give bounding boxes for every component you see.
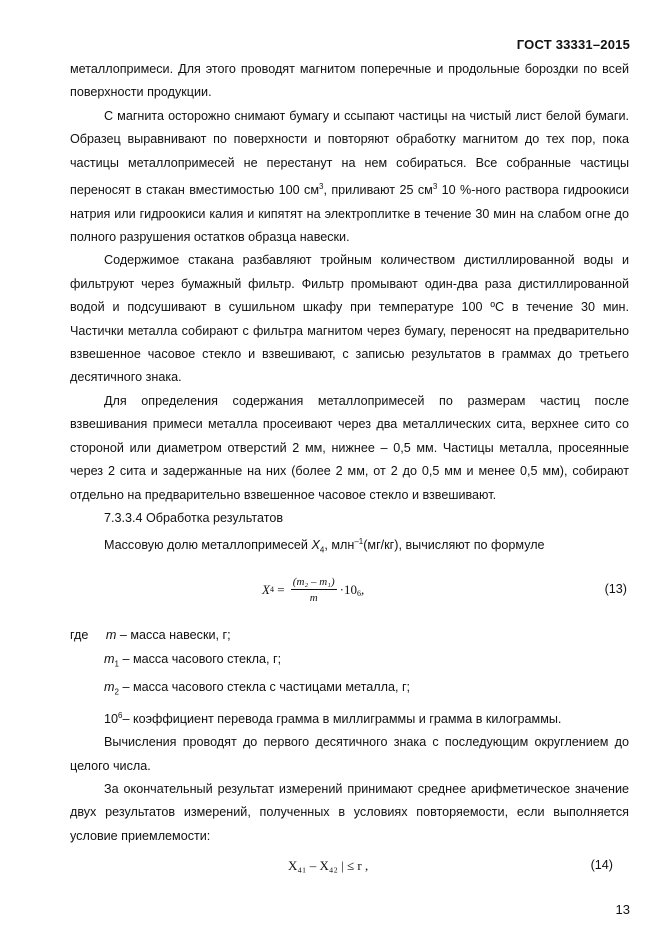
section-heading: 7.3.3.4 Обработка результатов: [104, 510, 284, 525]
where-line: где m – масса навески, г;: [70, 628, 231, 643]
document-body: [70, 58, 629, 886]
formula-14: [70, 852, 629, 886]
paragraph: Для определения содержания металлопримесей по размерам частиц после взвешивания примеси металла просеивают через два металлических сита, верхнее сито со стороной или диаметром отверстий 2 мм, нижнее – 0,5 мм. Частицы металла, просеянные через 2 сита и задержанные на них (более 2 мм, от 2 до 0,5 мм и менее 0,5 мм), собирают отдельно на предварительно взвешенное часовое стекло и взвешивают.: [70, 393, 629, 502]
where-line: $m_2$ – масса часового стекла с частицами металла, г;: [104, 679, 411, 697]
formula-14-expression: X₄₁ – X₄₂ | ≤ r ,: [288, 858, 369, 874]
equation-number: (13): [604, 582, 627, 597]
fraction: $\frac{\text{(m₂ – m₁)}}{m}$: [292, 575, 335, 604]
paragraph: Массовую долю металлопримесей $X_4$, млн$^{-1}$(мг/кг), вычисляют по формуле: [104, 537, 545, 556]
where-line: $10^6-$ коэффициент перевода грамма в миллиграммы и грамма в килограммы.: [104, 710, 562, 726]
paragraph: Вычисления проводят до первого десятичного знака с последующим округлением до целого числа.: [70, 735, 629, 773]
paragraph: Содержимое стакана разбавляют тройным количеством дистиллированной воды и фильтруют через бумажный фильтр. Фильтр промывают один-два раза дистиллированной водой и подсушивают в сушильном шкафу при температуре 100 ºС в течение 30 мин. Частички металла собирают с фильтра магнитом через бумагу, переносят на предварительно взвешенное часовое стекло и взвешивают, с записью результатов в граммах до третьего десятичного знака.: [70, 253, 629, 385]
formula-13-expression: X 4 = $\frac{\text{(m₂ – m₁)}}{m}$ ·10 $_6$ ,: [262, 575, 365, 604]
paragraph: За окончательный результат измерений принимают среднее арифметическое значение двух результатов измерений, полученных в условиях повторяемости, если выполняется условие приемлемости:: [70, 782, 629, 843]
where-line: $m_1$ – масса часового стекла, г;: [104, 651, 282, 669]
paragraph: С магнита осторожно снимают бумагу и ссыпают частицы на чистый лист белой бумаги. Образец выравнивают по поверхности и повторяют обработку магнитом до тех пор, пока частицы металлопримесей не перестанут на нем собираться. Все собранные частицы переносят в стакан вместимостью 100 $см^3$, приливают 25 $см^3$ 10 %-ного раствора гидроокиси натрия или гидроокиси калия и кипятят на электроплитке в течение 30 мин на слабом огне до полного разрушения остатков образца навески.: [70, 108, 629, 245]
standard-header: ГОСТ 33331–2015: [516, 37, 630, 52]
paragraph: металлопримеси. Для этого проводят магнитом поперечные и продольные бороздки по всей поверхности продукции.: [70, 62, 629, 100]
formula-13: [70, 568, 629, 618]
page-number: 13: [615, 902, 630, 917]
equation-number: (14): [590, 858, 613, 873]
